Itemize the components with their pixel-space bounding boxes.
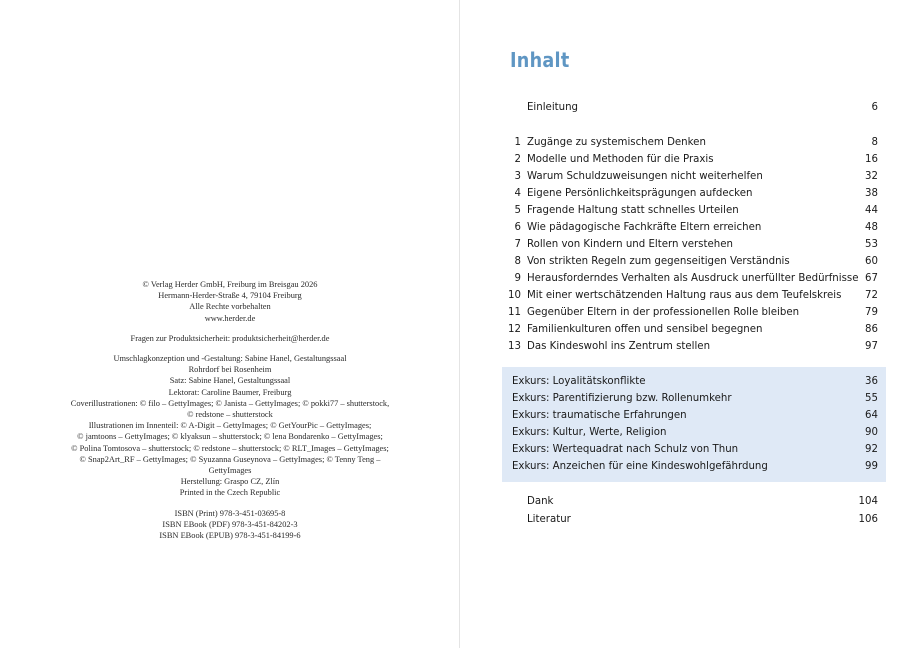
- chapter-page: 86: [865, 324, 878, 335]
- imprint-line: © jamtoons – GettyImages; © klyaksun – shutterstock; © lena Bondarenko – GettyImages;: [77, 432, 383, 442]
- chapter-page: 97: [865, 341, 878, 352]
- chapter-title: Eigene Persönlichkeitsprägungen aufdecken: [527, 188, 753, 199]
- chapter-number: 5: [514, 205, 521, 216]
- toc-entry-page: 6: [871, 102, 878, 113]
- toc-entry-dank[interactable]: [508, 493, 878, 510]
- imprint-line: Umschlagkonzeption und -Gestaltung: Sabine Hanel, Gestaltungssaal: [113, 354, 347, 364]
- chapter-page: 48: [865, 222, 878, 233]
- exkurs-page: 64: [865, 410, 878, 421]
- imprint-line: © Snap2Art_RF – GettyImages; © Syuzanna Guseynova – GettyImages; © Tenny Teng –: [79, 454, 381, 464]
- chapter-title: Fragende Haltung statt schnelles Urteilen: [527, 205, 739, 216]
- exkurs-page: 36: [865, 376, 878, 387]
- chapter-title: Herausforderndes Verhalten als Ausdruck unerfüllter Bedürfnisse: [527, 273, 859, 284]
- toc-chapter[interactable]: [508, 151, 878, 168]
- toc-chapter[interactable]: [508, 304, 878, 321]
- isbn-line: ISBN (Print) 978-3-451-03695-8: [174, 508, 286, 518]
- toc-title: Inhalt: [510, 48, 570, 72]
- toc-chapter[interactable]: [508, 185, 878, 202]
- chapter-number: 4: [514, 188, 521, 199]
- chapter-page: 79: [865, 307, 878, 318]
- toc-chapter[interactable]: [508, 338, 878, 355]
- imprint-line: Hermann-Herder-Straße 4, 79104 Freiburg: [158, 291, 302, 301]
- exkurs-page: 99: [865, 461, 878, 472]
- chapter-number: 3: [514, 171, 521, 182]
- chapter-number: 8: [514, 256, 521, 267]
- imprint-line: Fragen zur Produktsicherheit: produktsicherheit@herder.de: [130, 333, 330, 343]
- imprint-line: © Verlag Herder GmbH, Freiburg im Breisgau 2026: [142, 280, 318, 289]
- chapter-title: Gegenüber Eltern in der professionellen Rolle bleiben: [527, 307, 800, 318]
- imprint-line: www.herder.de: [204, 313, 256, 323]
- exkurs-title: Exkurs: Parentifizierung bzw. Rollenumkehr: [512, 393, 732, 404]
- chapter-title: Zugänge zu systemischem Denken: [527, 137, 706, 148]
- chapter-number: 13: [508, 341, 521, 352]
- imprint-line: © Polina Tomtosova – shutterstock; © redstone – shutterstock; © RLT_Images – GettyImages;: [71, 443, 389, 453]
- exkurs-title: Exkurs: Anzeichen für eine Kindeswohlgefährdung: [512, 461, 768, 472]
- isbn-line: ISBN EBook (PDF) 978-3-451-84202-3: [162, 519, 298, 529]
- chapter-number: 12: [508, 324, 521, 335]
- chapter-number: 7: [514, 239, 521, 250]
- toc-entry-title: Dank: [527, 496, 554, 507]
- toc-entry-title: Einleitung: [527, 102, 579, 113]
- toc-chapter[interactable]: [508, 236, 878, 253]
- toc-entry-title: Literatur: [527, 514, 571, 525]
- chapter-page: 8: [871, 137, 878, 148]
- toc-exkurs[interactable]: [512, 458, 878, 475]
- imprint-line: Printed in the Czech Republic: [179, 488, 281, 498]
- chapter-page: 32: [865, 171, 878, 182]
- chapter-page: 44: [865, 205, 878, 216]
- toc-exkurs[interactable]: [512, 373, 878, 390]
- chapter-page: 53: [865, 239, 878, 250]
- exkurs-page: 55: [865, 393, 878, 404]
- imprint-line: Satz: Sabine Hanel, Gestaltungssaal: [169, 376, 291, 386]
- toc-chapter[interactable]: [508, 321, 878, 338]
- toc-exkurs[interactable]: [512, 424, 878, 441]
- toc-chapter[interactable]: [508, 219, 878, 236]
- exkurs-page: 92: [865, 444, 878, 455]
- toc-entry-intro[interactable]: [508, 99, 878, 116]
- imprint: [60, 279, 400, 541]
- imprint-line: Coverillustrationen: © filo – GettyImages; © Janista – GettyImages; © pokki77 – shutterstock,: [70, 398, 390, 408]
- toc-exkurs[interactable]: [512, 390, 878, 407]
- imprint-line: Herstellung: Graspo CZ, Zlín: [180, 477, 280, 487]
- toc-chapter[interactable]: [508, 202, 878, 219]
- chapter-title: Wie pädagogische Fachkräfte Eltern erreichen: [527, 222, 762, 233]
- chapter-page: 60: [865, 256, 878, 267]
- imprint-line: Alle Rechte vorbehalten: [189, 302, 271, 312]
- chapter-number: 2: [514, 154, 521, 165]
- chapter-title: Familienkulturen offen und sensibel begegnen: [527, 324, 763, 335]
- chapter-page: 72: [865, 290, 878, 301]
- chapter-title: Modelle und Methoden für die Praxis: [527, 154, 714, 165]
- imprint-line: Rohrdorf bei Rosenheim: [188, 365, 272, 375]
- imprint-line: GettyImages: [208, 466, 252, 476]
- toc-entry-page: 104: [858, 496, 878, 507]
- exkurs-title: Exkurs: Wertequadrat nach Schulz von Thun: [512, 444, 739, 455]
- exkurs-title: Exkurs: Loyalitätskonflikte: [512, 376, 646, 387]
- chapter-title: Von strikten Regeln zum gegenseitigen Verständnis: [527, 256, 790, 267]
- isbn-line: ISBN EBook (EPUB) 978-3-451-84199-6: [159, 531, 301, 541]
- chapter-title: Rollen von Kindern und Eltern verstehen: [527, 239, 733, 250]
- chapter-title: Das Kindeswohl ins Zentrum stellen: [527, 341, 711, 352]
- chapter-page: 38: [865, 188, 878, 199]
- chapter-title: Mit einer wertschätzenden Haltung raus aus dem Teufelskreis: [527, 290, 842, 301]
- imprint-line: Lektorat: Caroline Baumer, Freiburg: [168, 387, 292, 397]
- imprint-line: Illustrationen im Innenteil: © A-Digit – GettyImages; © GetYourPic – GettyImages;: [88, 421, 372, 431]
- exkurs-title: Exkurs: traumatische Erfahrungen: [512, 410, 687, 421]
- imprint-line: © redstone – shutterstock: [187, 410, 273, 420]
- chapter-number: 11: [508, 307, 521, 318]
- toc-entry-literatur[interactable]: [508, 511, 878, 528]
- exkurs-page: 90: [865, 427, 878, 438]
- toc-exkurs[interactable]: [512, 441, 878, 458]
- toc-chapter[interactable]: [508, 270, 878, 287]
- chapter-number: 10: [508, 290, 521, 301]
- chapter-page: 16: [865, 154, 878, 165]
- toc-entry-page: 106: [858, 514, 878, 525]
- chapter-title: Warum Schuldzuweisungen nicht weiterhelfen: [527, 171, 763, 182]
- exkurs-title: Exkurs: Kultur, Werte, Religion: [512, 427, 667, 438]
- toc-chapter[interactable]: [508, 134, 878, 151]
- chapter-number: 6: [514, 222, 521, 233]
- toc-chapter[interactable]: [508, 168, 878, 185]
- chapter-number: 9: [514, 273, 521, 284]
- toc-exkurs[interactable]: [512, 407, 878, 424]
- chapter-page: 67: [865, 273, 878, 284]
- book-gutter: [459, 0, 460, 648]
- toc-chapter[interactable]: [508, 287, 878, 304]
- toc-chapter[interactable]: [508, 253, 878, 270]
- chapter-number: 1: [514, 137, 521, 148]
